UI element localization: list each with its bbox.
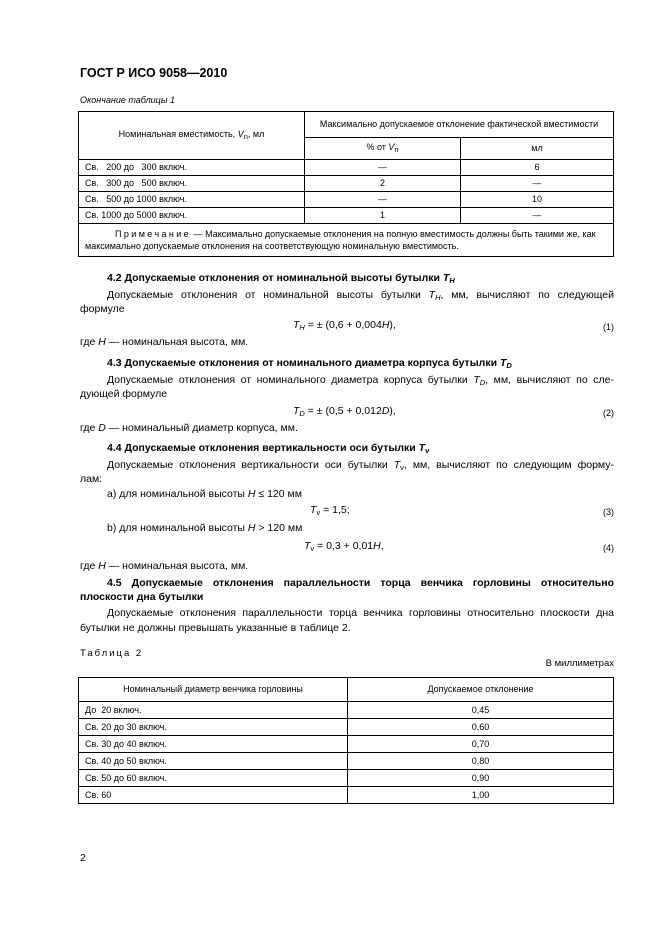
table1-col3-header: мл xyxy=(461,138,614,160)
table1-range: Св. 1000 до 5000 включ. xyxy=(79,208,305,224)
table1-pct: 1 xyxy=(305,208,461,224)
table-row xyxy=(79,176,614,192)
table2-value: 0,90 xyxy=(348,770,614,787)
section-4-3-paragraph: Допускаемые отклонения от номинального диаметра корпуса бутылки $T_D$, мм, вычисляют по сле- xyxy=(107,374,615,387)
table2-col1-header: Номинальный диаметр венчика горловины xyxy=(79,678,348,702)
note-text: — Максимально допускаемые отклонения на полную вместимость должны быть такими же, как максимально допускаемые отклонения на соответствующую номинальную вместимость. xyxy=(85,229,596,251)
table2-range: Св. 60 xyxy=(79,787,348,804)
note-label: Примечание xyxy=(115,229,192,239)
table2-range: Св. 20 до 30 включ. xyxy=(79,719,348,736)
section-4-5-title: 4.5 Допускаемые отклонения параллельности торца венчика горловины относительно xyxy=(107,577,614,589)
equation-1-number: (1) xyxy=(603,322,614,332)
section-4-4-where: где H — номинальная высота, мм. xyxy=(80,560,249,572)
section-4-2-where: где H — номинальная высота, мм. xyxy=(80,336,249,348)
table2-range: Св. 40 до 50 включ. xyxy=(79,753,348,770)
table-row xyxy=(79,160,614,176)
table2 xyxy=(78,677,614,804)
table1 xyxy=(78,111,614,257)
table2-range: До 20 включ. xyxy=(79,702,348,719)
table1-range: Св. 300 до 500 включ. xyxy=(79,176,305,192)
page-number: 2 xyxy=(80,852,86,864)
equation-1: $T_H$ = ± (0,6 + 0,004H), xyxy=(293,319,396,332)
table1-col1-header: Номинальная вместимость, $V_n$, мл xyxy=(79,112,305,160)
table-row xyxy=(79,192,614,208)
table1-ml: 10 xyxy=(461,192,614,208)
table1-ml: 6 xyxy=(461,160,614,176)
table1-caption: Окончание таблицы 1 xyxy=(80,95,175,105)
section-4-2-paragraph-cont: формуле xyxy=(80,303,125,315)
table-row xyxy=(79,753,614,770)
table2-range: Св. 30 до 40 включ. xyxy=(79,736,348,753)
section-4-3-paragraph-cont: дующей формуле xyxy=(80,388,168,400)
section-4-5-paragraph: Допускаемые отклонения параллельности торца венчика горловины относительно плоскости дна xyxy=(107,607,614,619)
section-4-5-title-cont: плоскости дна бутылки xyxy=(80,591,204,603)
table1-ml: — xyxy=(461,176,614,192)
section-4-5-paragraph-cont: бутылки не должны превышать указанные в таблице 2. xyxy=(80,622,351,634)
table1-range: Св. 500 до 1000 включ. xyxy=(79,192,305,208)
table2-range: Св. 50 до 60 включ. xyxy=(79,770,348,787)
section-4-4-paragraph-cont: лам: xyxy=(80,473,103,485)
section-4-4-title: 4.4 Допускаемые отклонения вертикальности оси бутылки $T_v$ xyxy=(107,442,430,455)
table2-col2-header: Допускаемое отклонение xyxy=(348,678,614,702)
equation-3-number: (3) xyxy=(603,507,614,517)
table2-value: 0,45 xyxy=(348,702,614,719)
section-4-3-where: где D — номинальный диаметр корпуса, мм. xyxy=(80,422,298,434)
equation-2-number: (2) xyxy=(603,408,614,418)
table2-value: 0,80 xyxy=(348,753,614,770)
table-row xyxy=(79,208,614,224)
table2-caption: Таблица 2 xyxy=(80,648,144,659)
table1-range: Св. 200 до 300 включ. xyxy=(79,160,305,176)
table2-units: В миллиметрах xyxy=(545,658,614,669)
table-row xyxy=(79,736,614,753)
table1-note xyxy=(79,224,614,257)
section-4-3-title: 4.3 Допускаемые отклонения от номинального диаметра корпуса бутылки $T_D$ xyxy=(107,357,512,370)
table1-col2-header: % от $V_n$ xyxy=(305,138,461,160)
table-row xyxy=(79,770,614,787)
equation-4-number: (4) xyxy=(603,543,614,553)
document-header: ГОСТ Р ИСО 9058—2010 xyxy=(80,66,228,80)
table1-pct: — xyxy=(305,192,461,208)
section-4-4-paragraph: Допускаемые отклонения вертикальности оси бутылки $T_v$, мм, вычисляют по следующим форму- xyxy=(107,459,614,472)
table-row xyxy=(79,787,614,804)
section-4-2-paragraph: Допускаемые отклонения от номинальной высоты бутылки $T_H$, мм, вычисляют по следующей xyxy=(107,289,614,302)
table1-pct: — xyxy=(305,160,461,176)
table-row xyxy=(79,702,614,719)
table2-value: 0,70 xyxy=(348,736,614,753)
section-4-2-title: 4.2 Допускаемые отклонения от номинальной высоты бутылки $T_H$ xyxy=(107,272,455,285)
table1-pct: 2 xyxy=(305,176,461,192)
equation-2: $T_D$ = ± (0,5 + 0,012D), xyxy=(293,405,396,418)
table1-ml: — xyxy=(461,208,614,224)
section-4-4-item-b: b) для номинальной высоты H > 120 мм xyxy=(107,522,303,534)
section-4-4-item-a: а) для номинальной высоты H ≤ 120 мм xyxy=(107,488,302,500)
table-row xyxy=(79,719,614,736)
table1-group-header: Максимально допускаемое отклонение фактической вместимости xyxy=(305,112,614,138)
table2-value: 1,00 xyxy=(348,787,614,804)
equation-3: $T_v = 1,5$; xyxy=(310,504,350,517)
equation-4: $T_v = 0,3 + 0,01H$, xyxy=(304,540,384,553)
table2-value: 0,60 xyxy=(348,719,614,736)
